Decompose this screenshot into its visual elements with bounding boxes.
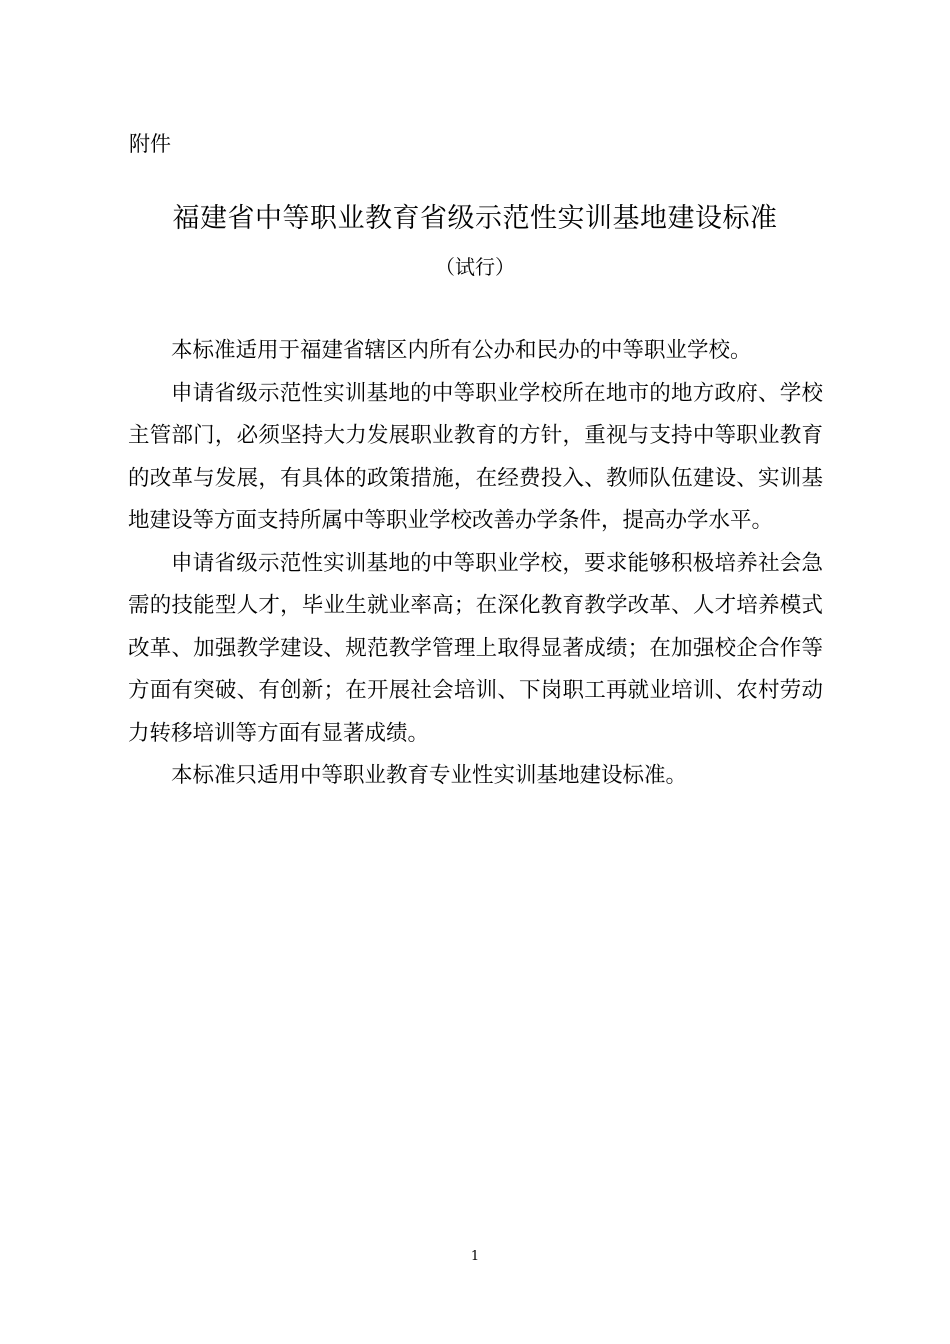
document-title: 福建省中等职业教育省级示范性实训基地建设标准 xyxy=(172,203,778,234)
page-number: 1 xyxy=(470,1249,480,1264)
paragraph-school-requirements: 申请省级示范性实训基地的中等职业学校，要求能够积极培养社会急需的技能型人才，毕业生就业率高；在深化教育教学改革、人才培养模式改革、加强教学建设、规范教学管理上取得显著成绩；在加强校企合作等方面有突破、有创新；在开展社会培训、下岗职工再就业培训、农村劳动力转移培训等方面有显著成绩。 xyxy=(128,550,823,746)
paragraph-government-requirements: 申请省级示范性实训基地的中等职业学校所在地市的地方政府、学校主管部门，必须坚持大力发展职业教育的方针，重视与支持中等职业教育的改革与发展，有具体的政策措施，在经费投入、教师队伍建设、实训基地建设等方面支持所属中等职业学校改善办学条件，提高办学水平。 xyxy=(128,380,823,533)
paragraph-scope: 本标准适用于福建省辖区内所有公办和民办的中等职业学校。 xyxy=(171,338,752,363)
document-body xyxy=(128,330,823,798)
document-subtitle: （试行） xyxy=(435,255,515,279)
paragraph-applicability: 本标准只适用中等职业教育专业性实训基地建设标准。 xyxy=(171,763,688,788)
attachment-label: 附件 xyxy=(129,132,171,156)
